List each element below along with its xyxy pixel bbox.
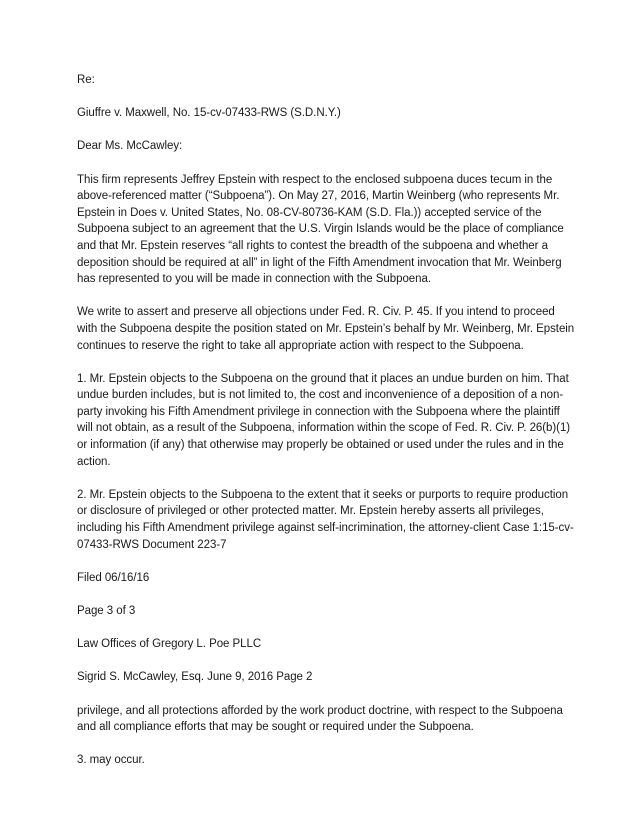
firm-name: Law Offices of Gregory L. Poe PLLC [77, 638, 262, 651]
case-caption: Giuffre v. Maxwell, No. 15-cv-07433-RWS (S.D.N.Y.) [77, 107, 341, 120]
page-number: Page 3 of 3 [77, 605, 136, 617]
continued-paragraph: privilege, and all protections afforded by the work product doctrine, with respect to the Subpoena and all compliance efforts that may be sought or required under the Subpoena. [77, 704, 563, 734]
running-header: Sigrid S. McCawley, Esq. June 9, 2016 Page 2 [77, 671, 313, 684]
objection-one-paragraph: 1. Mr. Epstein objects to the Subpoena on the ground that it places an undue burden on him. That undue burden includes, but is not limited to, the cost and inconvenience of a deposition of a non-party invoking his Fifth Amendment privilege in connection with the Subpoena where the plaintiff will not obtain, as a result of the Subpoena, information within the scope of Fed. R. Civ. P. 26(b)(1) or information (if any) that otherwise may properly be obtained or used under the rules and in the action. [77, 372, 571, 468]
filed-date: Filed 06/16/16 [77, 571, 150, 584]
objections-paragraph: We write to assert and preserve all objections under Fed. R. Civ. P. 45. If you intend to proceed with the Subpoena despite the position stated on Mr. Epstein’s behalf by Mr. Weinberg, Mr. Epstein continues to reserve the right to take all appropriate action with respect to the Subpoena. [77, 306, 575, 352]
salutation: Dear Ms. McCawley: [77, 140, 183, 153]
objection-two-paragraph: 2. Mr. Epstein objects to the Subpoena to the extent that it seeks or purports to require production or disclosure of privileged or other protected matter. Mr. Epstein hereby asserts all privileges, including his Fifth Amendment privilege against self-incrimination, the attorney-client Case 1:15-cv-07433-RWS Document 223-7 [77, 488, 574, 551]
re-label: Re: [77, 74, 95, 86]
intro-paragraph: This firm represents Jeffrey Epstein with respect to the enclosed subpoena duces tecum in the above-referenced matter (“Subpoena”). On May 27, 2016, Martin Weinberg (who represents Mr. Epstein in Does v. United States, No. 08-CV-80736-KAM (S.D. Fla.)) accepted service of the Subpoena subject to an agreement that the U.S. Virgin Islands would be the place of compliance and that Mr. Epstein reserves “all rights to contest the breadth of the subpoena and whether a deposition should be required at all” in light of the Fifth Amendment invocation that Mr. Weinberg has represented to you will be made in connection with the Subpoena. [77, 173, 564, 286]
letter-body [77, 72, 577, 786]
objection-three-paragraph: 3. may occur. [77, 754, 145, 767]
